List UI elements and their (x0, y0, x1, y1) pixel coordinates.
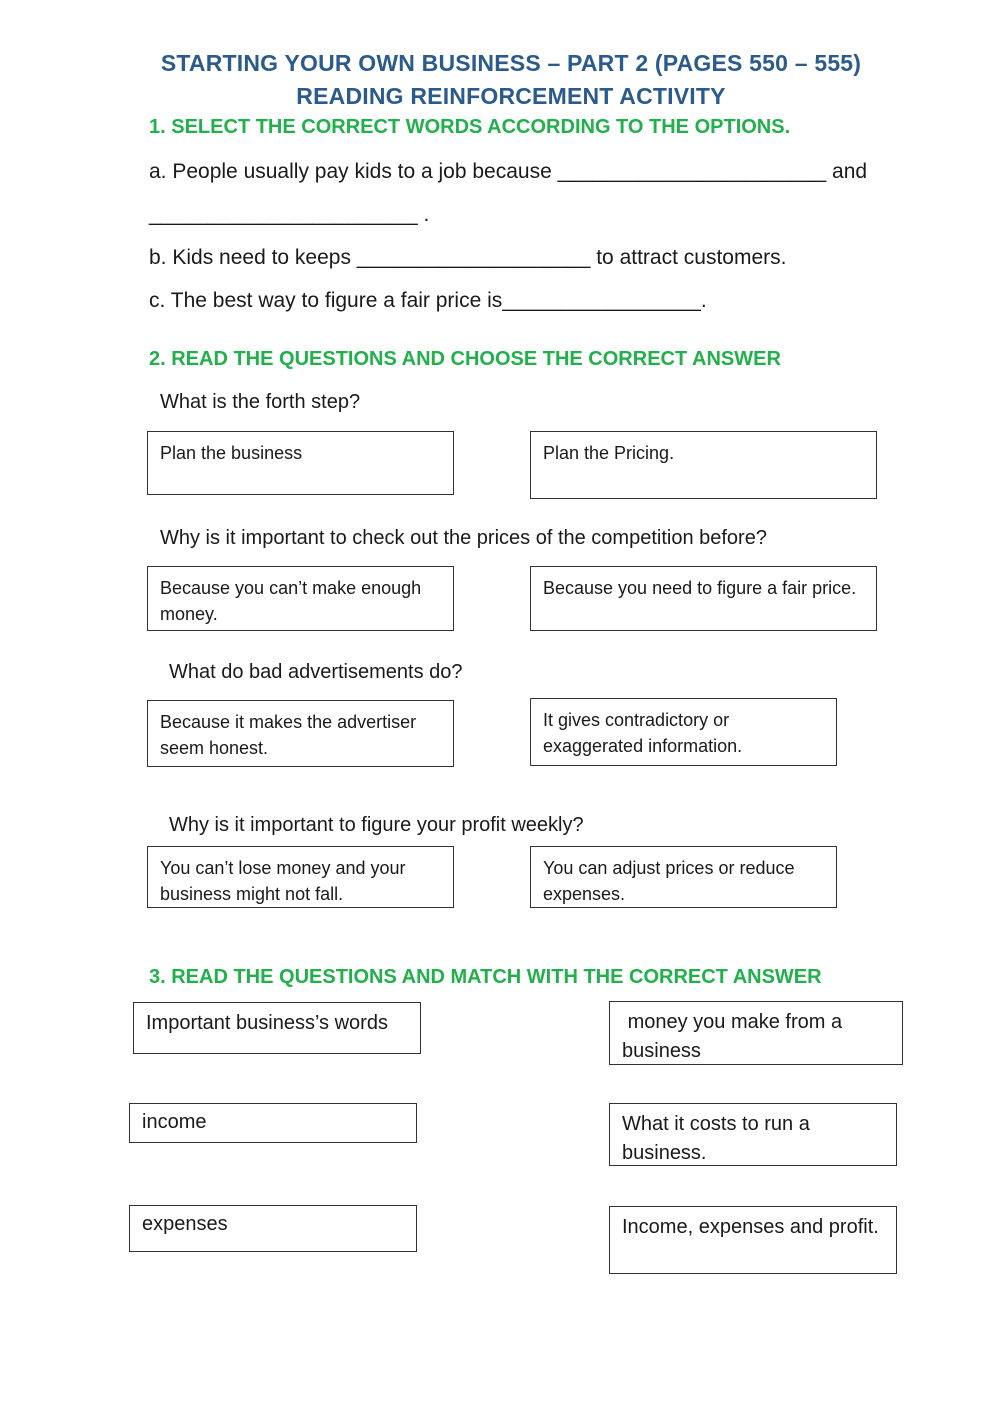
sentence-c: c. The best way to figure a fair price is_________________. (149, 289, 707, 312)
question-2: Why is it important to check out the prices of the competition before? (160, 527, 767, 549)
question-3-option-b[interactable]: It gives contradictory or exaggerated information. (530, 698, 837, 766)
question-4-option-a[interactable]: You can’t lose money and your business might not fall. (147, 846, 454, 908)
sentence-b: b. Kids need to keeps ____________________ to attract customers. (149, 246, 787, 269)
match-left-1[interactable]: Important business’s words (133, 1002, 421, 1054)
sentence-a-continued: _______________________ . (149, 203, 430, 226)
match-right-3[interactable]: Income, expenses and profit. (609, 1206, 897, 1274)
match-right-2[interactable]: What it costs to run a business. (609, 1103, 897, 1166)
section1-heading: 1. SELECT THE CORRECT WORDS ACCORDING TO THE OPTIONS. (149, 116, 791, 138)
match-right-1[interactable]: money you make from a business (609, 1001, 903, 1065)
match-left-2[interactable]: income (129, 1103, 417, 1143)
section2-heading: 2. READ THE QUESTIONS AND CHOOSE THE CORRECT ANSWER (149, 348, 781, 370)
page-title: STARTING YOUR OWN BUSINESS – PART 2 (PAGES 550 – 555) (160, 50, 862, 76)
sentence-a: a. People usually pay kids to a job because _______________________ and (149, 160, 868, 183)
question-4: Why is it important to figure your profit weekly? (169, 814, 584, 836)
page-subtitle: READING REINFORCEMENT ACTIVITY (296, 83, 726, 109)
question-1: What is the forth step? (160, 391, 361, 413)
question-2-option-a[interactable]: Because you can’t make enough money. (147, 566, 454, 631)
question-2-option-b[interactable]: Because you need to figure a fair price. (530, 566, 877, 631)
question-3-option-a[interactable]: Because it makes the advertiser seem honest. (147, 700, 454, 767)
section3-heading: 3. READ THE QUESTIONS AND MATCH WITH THE CORRECT ANSWER (149, 966, 822, 988)
question-1-option-a[interactable]: Plan the business (147, 431, 454, 495)
question-1-option-b[interactable]: Plan the Pricing. (530, 431, 877, 499)
question-3: What do bad advertisements do? (169, 661, 463, 683)
question-4-option-b[interactable]: You can adjust prices or reduce expenses. (530, 846, 837, 908)
match-left-3[interactable]: expenses (129, 1205, 417, 1252)
